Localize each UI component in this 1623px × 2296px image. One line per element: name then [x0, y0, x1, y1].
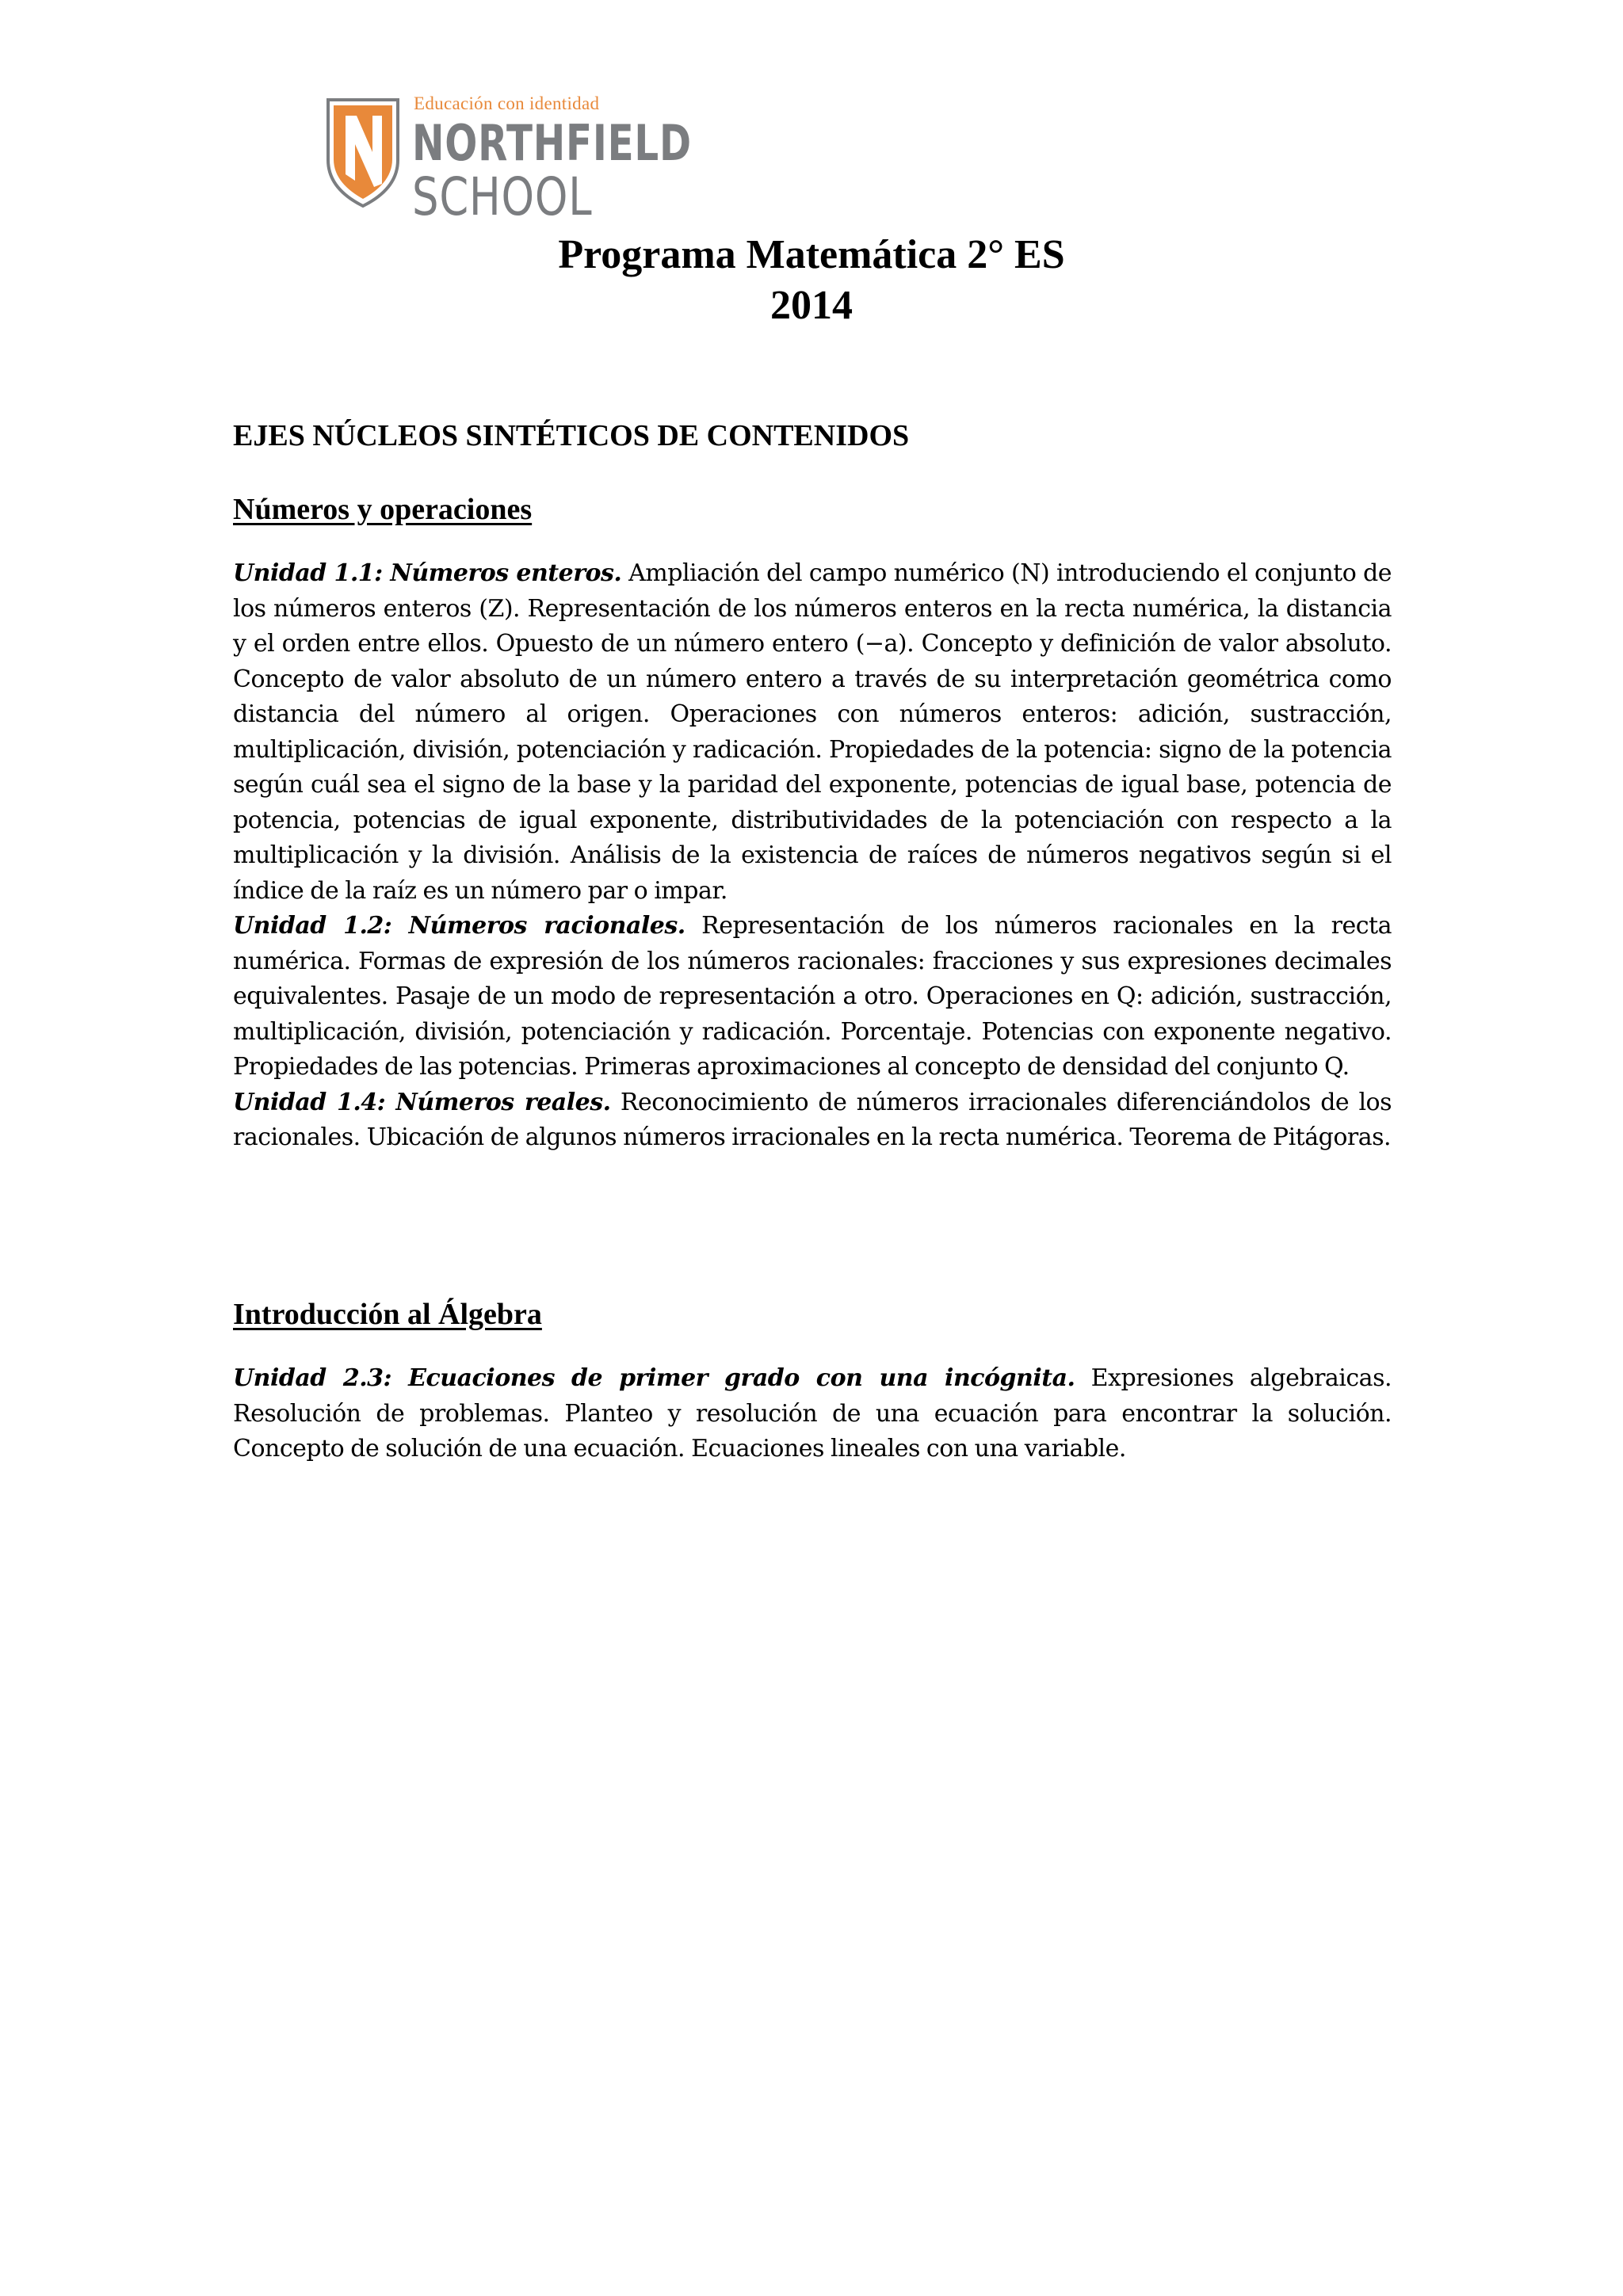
axis2-units [233, 1361, 1392, 1467]
axis1-units [233, 556, 1392, 1156]
logo-brand-line1: NORTHFIELD [412, 114, 692, 172]
unit-1-2-text: Representación de los números racionales en la recta numérica. Formas de expresión de los números racionales: fracciones y sus expresiones decimales equivalentes. Pasaje de un modo de representación a otro. Operaciones en Q: adición, sustracción, multiplicación, división, potenciación y radicación. Porcentaje. Potencias con exponente negativo. Propiedades de las potencias. Primeras aproximaciones al concepto de densidad del conjunto Q. [233, 912, 1392, 1081]
unit-1-4-label: Unidad 1.4: Números reales. [233, 1088, 611, 1116]
unit-1-1-label: Unidad 1.1: Números enteros. [233, 559, 622, 587]
axis2-heading: Introducción al Álgebra [233, 1298, 542, 1331]
section-heading: EJES NÚCLEOS SINTÉTICOS DE CONTENIDOS [233, 419, 910, 452]
document-title: Programa Matemática 2° ES [558, 232, 1065, 277]
unit-2-3-text: Expresiones algebraicas. Resolución de problemas. Planteo y resolución de una ecuación para encontrar la solución. Concepto de solución de una ecuación. Ecuaciones lineales con una variable. [233, 1364, 1392, 1463]
axis1-heading: Números y operaciones [233, 493, 533, 526]
document-year: 2014 [770, 283, 853, 328]
unit-1-2-label: Unidad 1.2: Números racionales. [233, 912, 685, 940]
school-logo [327, 93, 692, 232]
unit-1-1-text: Ampliación del campo numérico (N) introduciendo el conjunto de los números enteros (Z). Representación de los números enteros en la recta numérica, la distancia y el orden entre ellos. Opuesto de un número entero (−a). Concepto y definición de valor absoluto. Concepto de valor absoluto de un número entero a través de su interpretación geométrica como distancia del número al origen. Operaciones con números enteros: adición, sustracción, multiplicación, división, potenciación y radicación. Propiedades de la potencia: signo de la potencia según cuál sea el signo de la base y la paridad del exponente, potencias de igual base, potencia de potencia, potencias de igual exponente, distributividades de la potenciación con respecto a la multiplicación y la división. Análisis de la existencia de raíces de números negativos según si el índice de la raíz es un número par o impar. [233, 559, 1392, 905]
logo-brand-line2: SCHOOL [412, 166, 593, 227]
logo-tagline: Educación con identidad [414, 93, 600, 113]
unit-1-4-text: Reconocimiento de números irracionales diferenciándolos de los racionales. Ubicación de algunos números irracionales en la recta numérica. Teorema de Pitágoras. [233, 1088, 1392, 1151]
shield-logo-icon [327, 98, 399, 208]
unit-2-3-label: Unidad 2.3: Ecuaciones de primer grado con una incógnita. [233, 1364, 1075, 1392]
